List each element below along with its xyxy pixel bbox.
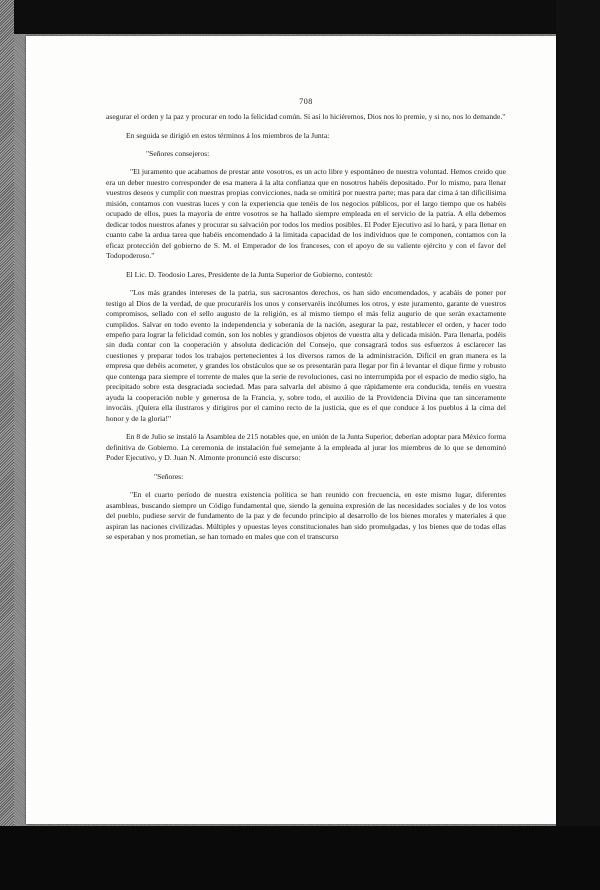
paragraph-continuation: asegurar el orden y la paz y procurar en todo la felicidad común. Si así lo hiciéremos, Dios nos lo premie, y si no, nos lo demande.": [106, 112, 506, 122]
scan-left-edge: [0, 0, 14, 890]
speech-paragraph: "El juramento que acabamos de prestar ante vosotros, es un acto libre y espontáneo de nuestra voluntad. Hemos creido que era un deber nuestro corresponder de esa manera á la alta confianza que en nosotros habéis depositado. Por lo mismo, para llenar vuestros deseos y cumplir con nuestras propias convicciones, nada se omitirá por nuestra parte; mas para dar cima á tan dificilísima misión, contamos con vuestras luces y con la experiencia que tenéis de los negocios públicos, por el largo tiempo que os habéis ocupado de ellos, pues la mayoría de entre vosotros se ha hallado siempre empleada en el servicio de la patria. A ella debemos dedicar todos nuestros afanes y procurar su salvación por todos los medios posibles. El Poder Ejecutivo así lo hará, y para llenar en cuanto cabe la ardua tarea que habéis encomendado á la limitada capacidad de los individuos que le componen, contamos con la eficaz protección del gobierno de S. M. el Emperador de los franceses, con el apoyo de su valiente ejército y con el favor del Todopoderoso.": [106, 167, 506, 261]
page-content: [106, 96, 506, 550]
scan-bottom-border: [0, 826, 600, 890]
page-number: 708: [299, 97, 313, 106]
document-page: [26, 36, 556, 824]
paragraph-narration: El Lic. D. Teodosio Lares, Presidente de la Junta Superior de Gobierno, contestó:: [126, 269, 373, 279]
scan-top-border: [0, 0, 600, 34]
paragraph-narration: En 8 de Julio se instaló la Asamblea de 215 notables que, en unión de la Junta Superior, deberían adoptar para México forma definitiva de Gobierno. La ceremonia de instalación fué semejante á la empleada al jurar los miembros de lo que se denominó Poder Ejecutivo, y D. Juan N. Almonte pronunció este discurso:: [106, 432, 506, 463]
scan-right-border: [556, 0, 600, 890]
speech-paragraph: "En el cuarto período de nuestra existencia política se han reunido con frecuencia, en este mismo lugar, diferentes asambleas, buscando siempre un Código fundamental que, siendo la genuina expresión de las necesidades sociales y de los votos del pueblo, pudiese servir de fundamento de la paz y de fecundo principio al desarrollo de los bienes morales y materiales á que aspiran las naciones civilizadas. Múltiples y opuestas leyes constitucionales han sido promulgadas, y los bienes que de todas ellas se esperaban y nos prometían, se han tornado en males que con el transcurso: [106, 490, 506, 541]
paragraph-narration: En seguida se dirigió en estos términos á los miembros de la Junta:: [126, 130, 330, 140]
salutation: "Señores:: [154, 471, 184, 481]
speech-paragraph: "Los más grandes intereses de la patria, sus sacrosantos derechos, os han sido encomendados, y acabáis de poner por testigo al Dios de la verdad, de que procuraréis los unos y conservaréis incólumes los otros, y este juramento, garante de vuestros compromisos, sellado con el sello augusto de la religión, es al mismo tiempo el más feliz augurio de que serán exactamente cumplidos. Salvar en todo evento la independencia y soberanía de la nación, asegurar la paz, restablecer el orden, y hacer todo empeño para lograr la felicidad común, son los nobles y grandiosos objetos de vuestra alta y delicada misión. Para llenarla, podéis sin duda contar con la cooperación y absoluta dedicación del Consejo, que consagrará todos sus esfuerzos á esclarecer las cuestiones y preparar todos los trabajos pertenecientes á los diversos ramos de la administración. Difícil en gran manera es la empresa que debéis acometer, y grandes los obstáculos que se os presentarán para llegar por fin á levantar el dique firme y robusto que contenga para siempre el torrente de males que la serie de revoluciones, casi no interrumpida por el espacio de medio siglo, ha precipitado sobre esta desgraciada sociedad. Mas para salvarla del abismo á que rápidamente era conducida, tenéis en vuestra ayuda la cooperación noble y generosa de la Francia, y, sobre todo, el auxilio de la Providencia Divina que tan sinceramente invocáis. ¡Quiera ella ilustraros y dirigiros por el camino recto de la justicia, que es el que conduce á los pueblos á la cima del honor y de la gloria!": [106, 288, 506, 423]
salutation: "Señores consejeros:: [146, 148, 210, 158]
